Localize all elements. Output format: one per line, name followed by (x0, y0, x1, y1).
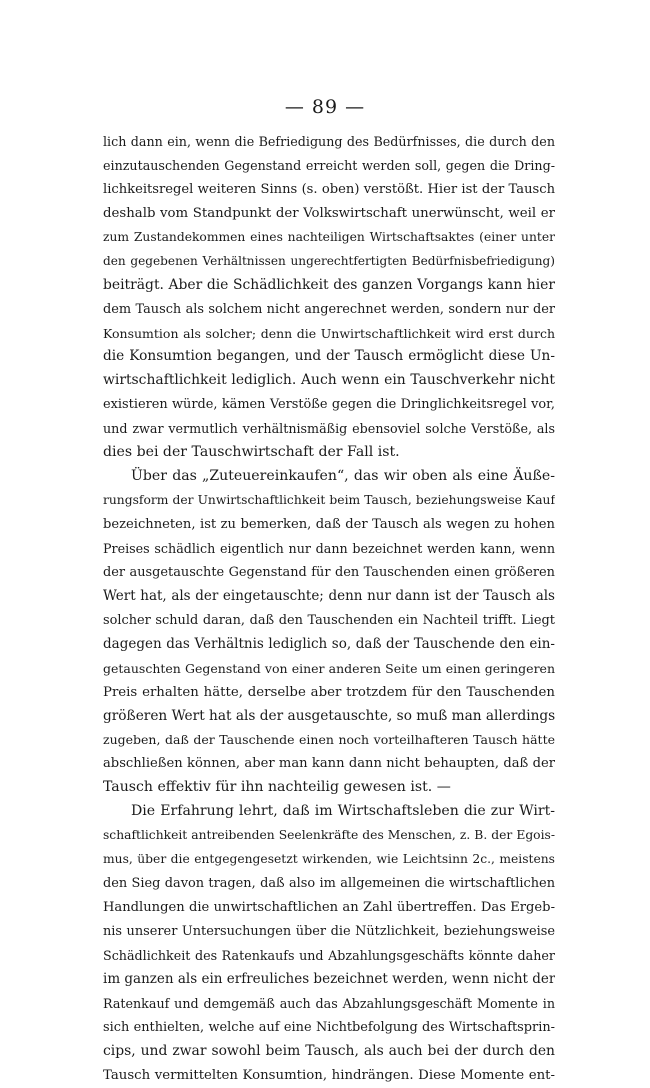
page-number: — 89 — (284, 96, 366, 118)
text-line: Konsumtion als solcher; denn die Unwirtschaftlichkeit wird erst durch (103, 325, 555, 341)
text-line: Ratenkauf und demgemäß auch das Abzahlungsgeschäft Momente in (103, 995, 555, 1011)
text-line: cips, und zwar sowohl beim Tausch, als auch bei der durch den (103, 1042, 555, 1059)
text-line: rungsform der Unwirtschaftlichkeit beim Tausch, beziehungsweise Kauf (103, 493, 555, 508)
text-line: Preis erhalten hätte, derselbe aber trotzdem für den Tauschenden (103, 684, 555, 700)
text-line: im ganzen als ein erfreuliches bezeichnet werden, wenn nicht der (103, 970, 555, 987)
text-line: dies bei der Tauschwirtschaft der Fall ist. (103, 444, 400, 461)
text-line: Preises schädlich eigentlich nur dann bezeichnet werden kann, wenn (103, 540, 555, 556)
text-line: deshalb vom Standpunkt der Volkswirtschaft unerwünscht, weil er (103, 205, 555, 221)
text-line: zum Zustandekommen eines nachteiligen Wirtschaftsaktes (einer unter (103, 229, 555, 244)
text-line: abschließen können, aber man kann dann nicht behaupten, daß der (103, 756, 555, 772)
text-line: einzutauschenden Gegenstand erreicht werden soll, gegen die Dring- (103, 157, 555, 173)
text-line: dem Tausch als solchem nicht angerechnet werden, sondern nur der (103, 301, 555, 317)
body-text (103, 130, 555, 1088)
text-line: größeren Wert hat als der ausgetauschte, so muß man allerdings (103, 707, 555, 724)
text-line: Tausch effektiv für ihn nachteilig gewesen ist. — (103, 779, 451, 796)
text-line: existieren würde, kämen Verstöße gegen die Dringlichkeitsregel vor, (103, 397, 555, 413)
text-line: nis unserer Untersuchungen über die Nützlichkeit, beziehungsweise (103, 923, 555, 939)
text-line: den Sieg davon tragen, daß also im allgemeinen die wirtschaftlichen (103, 876, 555, 892)
text-line: Wert hat, als der eingetauschte; denn nur dann ist der Tausch als (103, 587, 555, 604)
text-line: mus, über die entgegengesetzt wirkenden, wie Leichtsinn 2c., meistens (103, 852, 555, 867)
text-line: solcher schuld daran, daß den Tauschenden ein Nachteil trifft. Liegt (103, 612, 555, 628)
text-line: getauschten Gegenstand von einer anderen Seite um einen geringeren (103, 660, 555, 676)
text-line: dagegen das Verhältnis lediglich so, daß der Tauschende den ein- (103, 635, 555, 652)
text-line: Handlungen die unwirtschaftlichen an Zahl übertreffen. Das Ergeb- (103, 900, 555, 915)
text-line: lichkeitsregel weiteren Sinns (s. oben) verstößt. Hier ist der Tausch (103, 181, 555, 197)
text-line: lich dann ein, wenn die Befriedigung des Bedürfnisses, die durch den (103, 134, 555, 149)
text-line: sich enthielten, welche auf eine Nichtbefolgung des Wirtschaftsprin- (103, 1019, 555, 1035)
text-line: zugeben, daß der Tauschende einen noch vorteilhafteren Tausch hätte (103, 732, 555, 748)
text-line: den gegebenen Verhältnissen ungerechtfertigten Bedürfnisbefriedigung) (103, 253, 555, 268)
text-line: bezeichneten, ist zu bemerken, daß der Tausch als wegen zu hohen (103, 517, 555, 532)
text-line: Die Erfahrung lehrt, daß im Wirtschaftsleben die zur Wirt- (131, 803, 555, 820)
text-line: Über das „Zuteuereinkaufen“, das wir oben als eine Äuße- (131, 468, 555, 485)
text-line: die Konsumtion begangen, und der Tausch ermöglicht diese Un- (103, 348, 555, 365)
text-line: schaftlichkeit antreibenden Seelenkräfte des Menschen, z. B. der Egois- (103, 828, 555, 843)
text-line: beiträgt. Aber die Schädlichkeit des ganzen Vorgangs kann hier (103, 276, 555, 293)
text-line: Schädlichkeit des Ratenkaufs und Abzahlungsgeschäfts könnte daher (103, 947, 555, 963)
text-line: wirtschaftlichkeit lediglich. Auch wenn ein Tauschverkehr nicht (103, 372, 555, 389)
text-line: der ausgetauschte Gegenstand für den Tauschenden einen größeren (103, 564, 555, 580)
text-line: und zwar vermutlich verhältnismäßig ebensoviel solche Verstöße, als (103, 421, 555, 437)
text-line: Tausch vermittelten Konsumtion, hindrängen. Diese Momente ent- (103, 1067, 555, 1083)
